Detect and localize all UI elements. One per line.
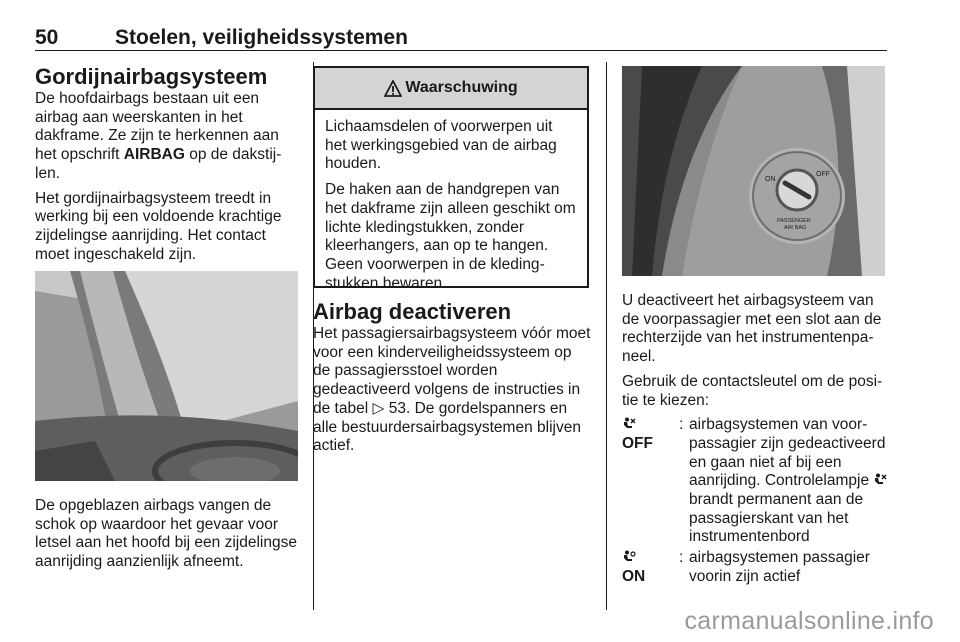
column-3 <box>622 292 890 589</box>
warning-title: Waarschuwing <box>405 79 518 96</box>
definition-term: ON <box>622 549 674 586</box>
warning-box <box>313 66 589 292</box>
warning-header <box>315 68 587 110</box>
reference-arrow-icon[interactable]: ▷ <box>372 399 385 417</box>
photo-label-airbag: AIR BAG <box>784 225 807 231</box>
definition-off: OFF : airbagsystemen van voorpassagier zijn gedeactiveerd en gaan niet af bij een aanrijding. Controlelampje brandt permanent aan de passagierskant van het instrumentenbord <box>622 416 890 549</box>
definition-description: airbagsystemen passagier voorin zijn actief <box>689 549 870 585</box>
warning-triangle-icon <box>384 80 402 97</box>
curtain-airbag-photo <box>35 271 298 481</box>
airbag-switch-photo <box>622 66 885 276</box>
paragraph: U deactiveert het airbagsysteem van de voorpassagier met een slot aan de rechterzijde van het instrumentenpaneel. <box>622 292 882 366</box>
warning-paragraph: Lichaamsdelen of voorwerpen uit het werkingsgebied van de airbag houden. <box>325 118 557 173</box>
paragraph: De hoofdairbags bestaan uit een airbag aan weerskanten in het dakframe. Ze zijn te herkennen aan het opschrift AIRBAG op de dakstijlen. <box>35 90 282 182</box>
photo-label-on: ON <box>765 176 776 183</box>
column-divider-2 <box>606 62 607 610</box>
section-heading-curtain-airbag: Gordijnairbagsysteem <box>35 64 268 89</box>
airbag-on-icon <box>622 550 636 564</box>
paragraph: Gebruik de contactsleutel om de positie te kiezen: <box>622 372 883 409</box>
airbag-label: AIRBAG <box>123 146 185 164</box>
page-number: 50 <box>35 26 59 49</box>
warning-paragraph: De haken aan de handgrepen van het dakframe zijn alleen geschikt om lichte kledingstukken, zonder kleerhangers, aan op te hangen. Geen voorwerpen in de kledingstukken bewaren. <box>325 181 576 292</box>
photo-label-passenger: PASSENGER <box>777 218 811 224</box>
running-title: Stoelen, veiligheidssystemen <box>115 26 408 49</box>
watermark: carmanualsonline.info <box>684 607 934 635</box>
definition-description: airbagsystemen van voorpassagier zijn gedeactiveerd en gaan niet af bij een aanrijding. Controlelampje brandt permanent aan de passagierskant van het instrumentenbord <box>689 416 886 546</box>
column-1 <box>35 64 300 270</box>
paragraph: De opgeblazen airbags vangen de schok op waardoor het gevaar voor letsel aan het hoofd bij een zijdelingse aanrijding aanzienlijk afneemt. <box>35 497 297 571</box>
airbag-off-icon <box>622 417 636 431</box>
paragraph: Het passagiersairbagsysteem vóór moet voor een kinderveiligheidssysteem op de passagiersstoel worden gedeactiveerd volgens de instructies in de tabel ▷ 53. De gordelspanners en alle bestuurdersairbagsystemen blijven actief. <box>313 325 591 455</box>
page-reference[interactable]: 53. <box>388 399 411 417</box>
header-rule <box>35 50 887 51</box>
page-header <box>35 26 885 52</box>
paragraph: Het gordijnairbagsysteem treedt in werking bij een voldoende krachtige zijdelingse aanrijding. Het contact moet ingeschakeld zijn. <box>35 189 282 263</box>
column-1-bottom <box>35 497 300 578</box>
definition-on: ON : airbagsystemen passagier voorin zijn actief <box>622 549 890 589</box>
airbag-off-icon <box>873 473 887 487</box>
warning-body <box>315 110 587 293</box>
section-heading-airbag-deactivation: Airbag deactiveren <box>313 299 512 324</box>
definition-term: OFF <box>622 416 674 453</box>
photo-label-off: OFF <box>816 171 830 178</box>
column-2 <box>313 299 591 462</box>
